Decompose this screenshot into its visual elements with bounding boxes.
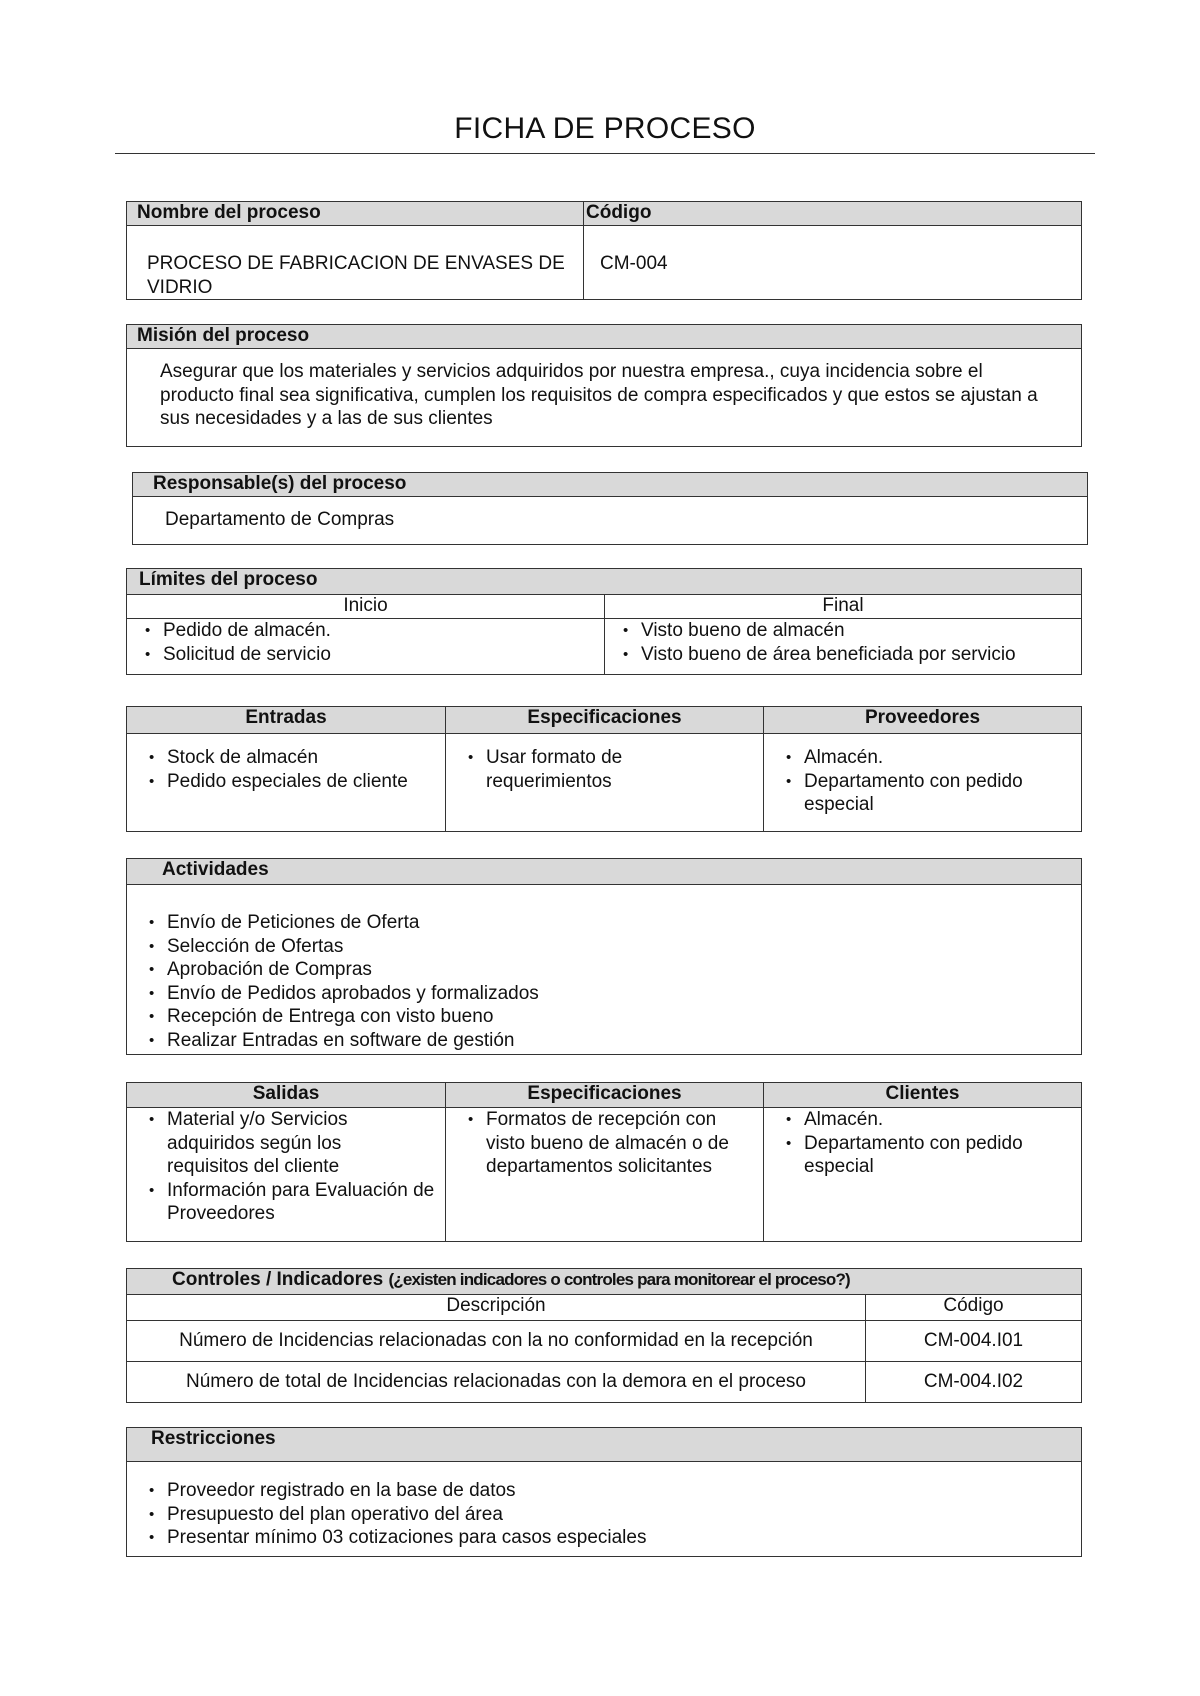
- list-item: • Recepción de Entrega con visto bueno: [141, 1005, 1081, 1029]
- list-item: • Formatos de recepción con visto bueno de almacén o de departamentos solicitantes: [460, 1108, 755, 1179]
- entradas-cell: [127, 734, 446, 832]
- especificaciones-entradas-cell: [446, 734, 764, 832]
- title-divider: [115, 153, 1095, 154]
- actividades-cell: [127, 885, 1082, 1055]
- salidas-list: [141, 1108, 439, 1226]
- responsables-table: [132, 472, 1088, 545]
- indicador-descripcion: Número de Incidencias relacionadas con la no conformidad en la recepción: [127, 1321, 866, 1362]
- list-item: • Solicitud de servicio: [137, 643, 604, 667]
- list-item: • Pedido especiales de cliente: [141, 770, 439, 794]
- indicador-codigo: CM-004.I02: [866, 1362, 1082, 1403]
- controles-table: [126, 1268, 1082, 1403]
- indicador-codigo: CM-004.I01: [866, 1321, 1082, 1362]
- descripcion-header: Descripción: [127, 1295, 866, 1321]
- inicio-header: Inicio: [127, 595, 605, 619]
- especificaciones-salidas-list: [460, 1108, 755, 1179]
- salidas-cell: [127, 1108, 446, 1242]
- mision-header: Misión del proceso: [127, 325, 1082, 349]
- table-row: [127, 1362, 1082, 1403]
- list-item: • Pedido de almacén.: [137, 619, 604, 643]
- proveedores-header: Proveedores: [764, 707, 1082, 734]
- entradas-table: [126, 706, 1082, 832]
- limites-header: Límites del proceso: [127, 569, 1082, 595]
- actividades-table: [126, 858, 1082, 1055]
- nombre-proceso-header: Nombre del proceso: [127, 202, 584, 226]
- responsables-header: Responsable(s) del proceso: [133, 473, 1088, 497]
- list-item: • Información para Evaluación de Proveedores: [141, 1179, 439, 1226]
- list-item: • Envío de Pedidos aprobados y formalizados: [141, 982, 1081, 1006]
- codigo-value: CM-004: [584, 226, 1082, 300]
- clientes-cell: [764, 1108, 1082, 1242]
- actividades-list: [141, 911, 1081, 1052]
- especificaciones-entradas-list: [460, 746, 755, 793]
- proceso-table: [126, 201, 1082, 300]
- list-item: • Envío de Peticiones de Oferta: [141, 911, 1081, 935]
- list-item: • Departamento con pedido especial: [778, 770, 1073, 817]
- list-item: • Selección de Ofertas: [141, 935, 1081, 959]
- responsables-text: Departamento de Compras: [133, 497, 1088, 545]
- proveedores-cell: [764, 734, 1082, 832]
- codigo-header: Código: [584, 202, 1082, 226]
- list-item: • Proveedor registrado en la base de datos: [141, 1479, 1081, 1503]
- salidas-table: [126, 1082, 1082, 1242]
- salidas-header: Salidas: [127, 1083, 446, 1108]
- limites-table: [126, 568, 1082, 675]
- list-item: • Presentar mínimo 03 cotizaciones para casos especiales: [141, 1526, 1081, 1550]
- clientes-header: Clientes: [764, 1083, 1082, 1108]
- list-item: • Visto bueno de almacén: [615, 619, 1081, 643]
- clientes-list: [778, 1108, 1073, 1179]
- entradas-list: [141, 746, 439, 793]
- especificaciones-salidas-cell: [446, 1108, 764, 1242]
- list-item: • Almacén.: [778, 1108, 1073, 1132]
- entradas-header: Entradas: [127, 707, 446, 734]
- list-item: • Material y/o Servicios adquiridos según los requisitos del cliente: [141, 1108, 439, 1179]
- list-item: • Stock de almacén: [141, 746, 439, 770]
- codigo-indicador-header: Código: [866, 1295, 1082, 1321]
- inicio-list: [137, 619, 604, 666]
- list-item: • Visto bueno de área beneficiada por servicio: [615, 643, 1081, 667]
- restricciones-table: [126, 1427, 1082, 1557]
- actividades-header: Actividades: [127, 859, 1082, 885]
- controles-header: [127, 1269, 1082, 1295]
- page-title: FICHA DE PROCESO: [454, 112, 756, 145]
- restricciones-header: Restricciones: [127, 1428, 1082, 1462]
- nombre-proceso-value: PROCESO DE FABRICACION DE ENVASES DE VIDRIO: [127, 226, 584, 300]
- final-header: Final: [605, 595, 1082, 619]
- list-item: • Presupuesto del plan operativo del área: [141, 1503, 1081, 1527]
- especificaciones-entradas-header: Especificaciones: [446, 707, 764, 734]
- list-item: • Departamento con pedido especial: [778, 1132, 1073, 1179]
- final-cell: [605, 619, 1082, 675]
- inicio-cell: [127, 619, 605, 675]
- list-item: • Almacén.: [778, 746, 1073, 770]
- list-item: • Aprobación de Compras: [141, 958, 1081, 982]
- mision-table: [126, 324, 1082, 447]
- final-list: [615, 619, 1081, 666]
- controles-question: (¿existen indicadores o controles para monitorear el proceso?): [388, 1270, 850, 1289]
- list-item: • Realizar Entradas en software de gestión: [141, 1029, 1081, 1053]
- controles-label: Controles / Indicadores: [172, 1269, 384, 1290]
- restricciones-list: [141, 1479, 1081, 1550]
- table-row: [127, 1321, 1082, 1362]
- list-item: • Usar formato de requerimientos: [460, 746, 755, 793]
- restricciones-cell: [127, 1462, 1082, 1557]
- indicador-descripcion: Número de total de Incidencias relacionadas con la demora en el proceso: [127, 1362, 866, 1403]
- proveedores-list: [778, 746, 1073, 817]
- mision-text: Asegurar que los materiales y servicios adquiridos por nuestra empresa., cuya incidencia sobre el producto final sea significativa, cumplen los requisitos de compra especificados y que estos se ajustan a sus necesidades y a las de sus clientes: [127, 349, 1082, 447]
- especificaciones-salidas-header: Especificaciones: [446, 1083, 764, 1108]
